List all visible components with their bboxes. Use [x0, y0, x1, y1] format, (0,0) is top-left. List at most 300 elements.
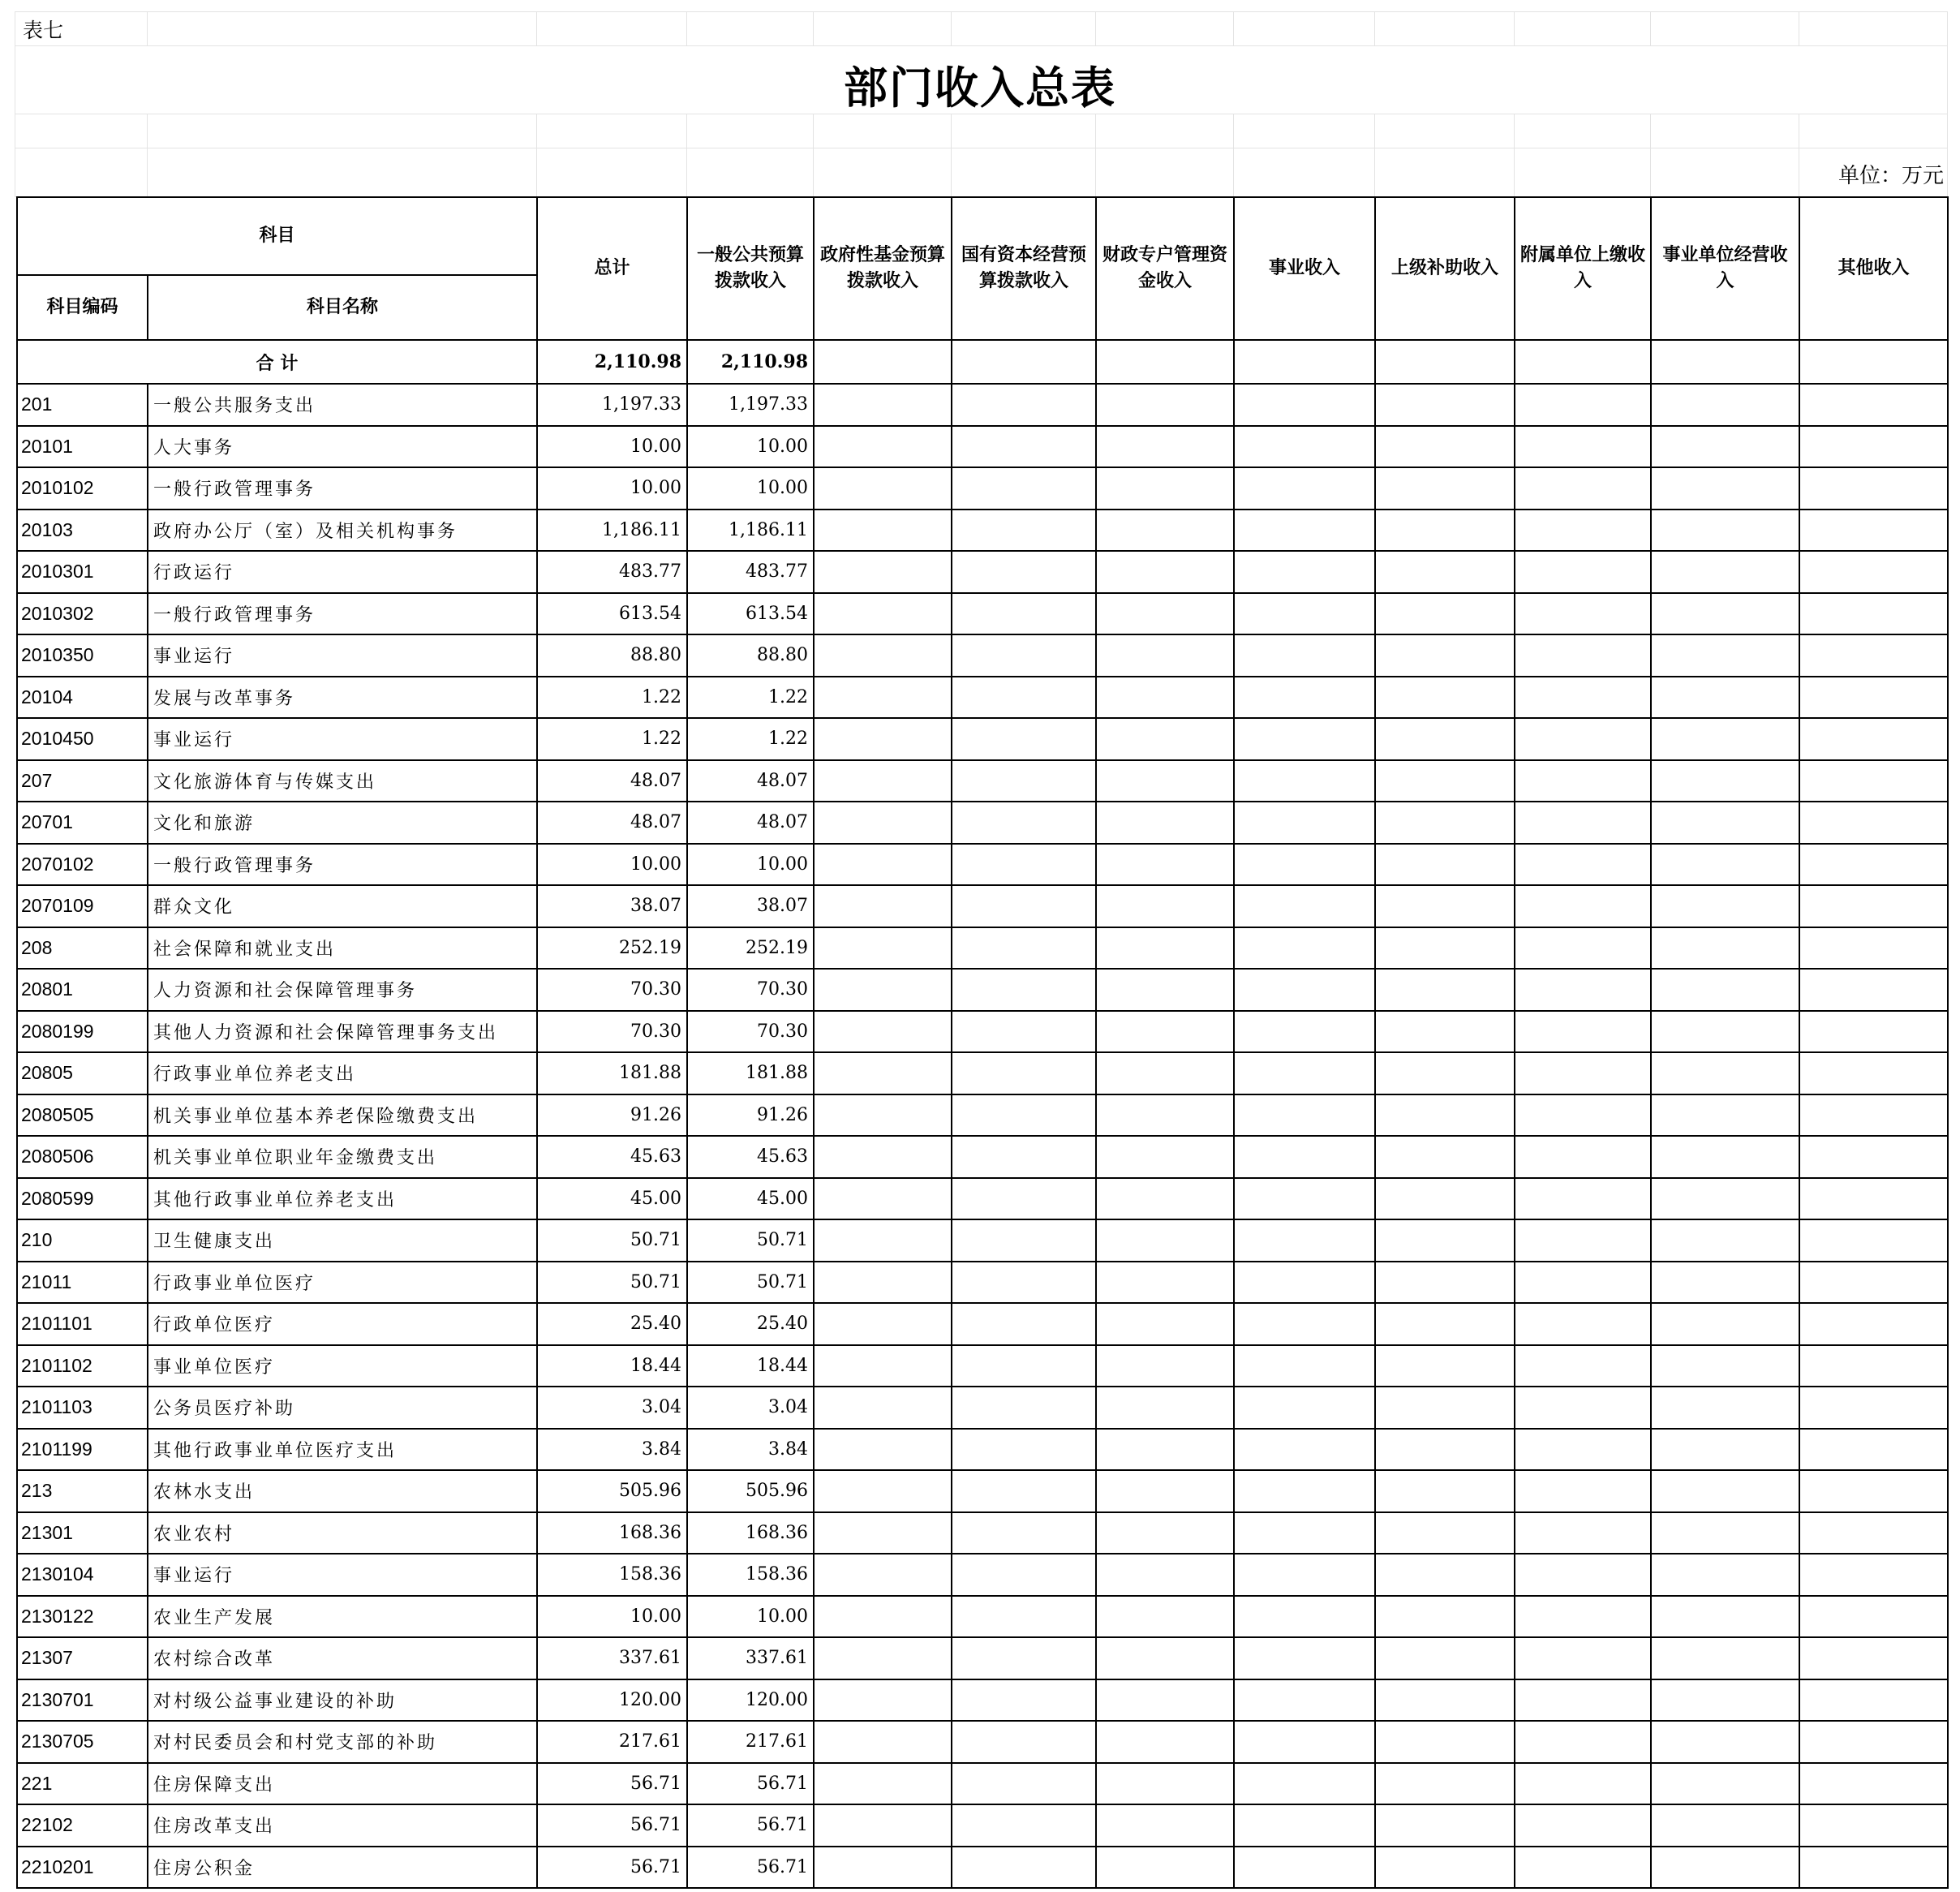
empty-cell	[1096, 802, 1234, 844]
empty-cell	[952, 1219, 1096, 1262]
empty-cell	[1515, 1303, 1651, 1345]
subject-code-cell: 2010301	[17, 551, 148, 593]
empty-cell	[1096, 1637, 1234, 1679]
empty-cell	[1651, 885, 1799, 927]
empty-cell	[814, 634, 952, 677]
empty-cell	[1515, 1763, 1651, 1805]
empty-cell	[1799, 969, 1948, 1011]
empty-cell	[1799, 1219, 1948, 1262]
empty-cell	[1651, 467, 1799, 510]
empty-cell	[1096, 1262, 1234, 1304]
empty-cell	[1515, 634, 1651, 677]
total-label: 合 计	[17, 340, 537, 384]
general-budget-cell: 252.19	[687, 927, 814, 970]
total-amount-cell: 10.00	[537, 1596, 687, 1638]
empty-cell	[814, 1596, 952, 1638]
empty-cell	[1375, 927, 1515, 970]
empty-cell	[952, 1178, 1096, 1220]
empty-cell	[1799, 844, 1948, 886]
empty-cell	[1515, 844, 1651, 886]
empty-cell	[1799, 1303, 1948, 1345]
empty-cell	[1799, 426, 1948, 468]
empty-cell	[1515, 1011, 1651, 1053]
table-row	[17, 1429, 1948, 1471]
empty-cell	[1234, 1470, 1375, 1512]
empty-cell	[1375, 844, 1515, 886]
empty-cell	[1234, 384, 1375, 426]
empty-cell	[1234, 634, 1375, 677]
table-row	[17, 844, 1948, 886]
subject-code-cell: 2101101	[17, 1303, 148, 1345]
subject-name-cell: 农业生产发展	[148, 1596, 537, 1638]
empty-cell	[1799, 802, 1948, 844]
empty-cell	[1799, 634, 1948, 677]
empty-cell	[1096, 927, 1234, 970]
empty-cell	[1515, 467, 1651, 510]
empty-cell	[1515, 593, 1651, 635]
empty-cell	[1651, 1721, 1799, 1763]
table-row	[17, 1011, 1948, 1053]
empty-cell	[1234, 1094, 1375, 1137]
empty-cell	[814, 340, 952, 384]
subject-name-cell: 农林水支出	[148, 1470, 537, 1512]
empty-cell	[1234, 885, 1375, 927]
empty-cell	[952, 1596, 1096, 1638]
table-row	[17, 1596, 1948, 1638]
total-amount-cell: 337.61	[537, 1637, 687, 1679]
empty-cell	[814, 1721, 952, 1763]
empty-cell	[1375, 1303, 1515, 1345]
empty-cell	[1375, 1052, 1515, 1094]
empty-cell	[952, 1512, 1096, 1554]
total-amount-cell: 18.44	[537, 1345, 687, 1387]
empty-cell	[814, 1847, 952, 1889]
empty-cell	[1096, 551, 1234, 593]
empty-cell	[1234, 927, 1375, 970]
empty-cell	[1515, 1470, 1651, 1512]
subject-code-cell: 2070102	[17, 844, 148, 886]
table-row	[17, 1512, 1948, 1554]
empty-cell	[952, 1679, 1096, 1722]
empty-cell	[1651, 1470, 1799, 1512]
total-amount-cell: 56.71	[537, 1804, 687, 1847]
subject-name-cell: 对村民委员会和村党支部的补助	[148, 1721, 537, 1763]
empty-cell	[1651, 1219, 1799, 1262]
total-row	[17, 340, 1948, 384]
empty-cell	[1375, 1847, 1515, 1889]
empty-cell	[814, 384, 952, 426]
empty-cell	[1234, 1763, 1375, 1805]
empty-cell	[1651, 1387, 1799, 1429]
empty-cell	[1651, 1052, 1799, 1094]
table-row	[17, 1763, 1948, 1805]
empty-cell	[814, 1052, 952, 1094]
total-amount-cell: 10.00	[537, 426, 687, 468]
empty-cell	[1096, 1052, 1234, 1094]
subject-name-cell: 公务员医疗补助	[148, 1387, 537, 1429]
empty-cell	[1515, 1512, 1651, 1554]
general-budget-cell: 50.71	[687, 1219, 814, 1262]
subject-name-cell: 农业农村	[148, 1512, 537, 1554]
empty-cell	[1375, 340, 1515, 384]
empty-cell	[1096, 1303, 1234, 1345]
table-row	[17, 1052, 1948, 1094]
header-state-capital: 国有资本经营预算拨款收入	[952, 197, 1096, 340]
subject-name-cell: 其他行政事业单位养老支出	[148, 1178, 537, 1220]
empty-cell	[1375, 1637, 1515, 1679]
general-budget-cell: 70.30	[687, 969, 814, 1011]
header-subject-code: 科目编码	[17, 275, 148, 340]
empty-cell	[952, 1262, 1096, 1304]
empty-cell	[1799, 340, 1948, 384]
empty-cell	[952, 1429, 1096, 1471]
empty-cell	[814, 426, 952, 468]
subject-code-cell: 21307	[17, 1637, 148, 1679]
subject-name-cell: 住房保障支出	[148, 1763, 537, 1805]
empty-cell	[1234, 1178, 1375, 1220]
empty-cell	[952, 1094, 1096, 1137]
subject-name-cell: 事业运行	[148, 718, 537, 760]
header-business-income: 事业收入	[1234, 197, 1375, 340]
empty-cell	[1651, 1011, 1799, 1053]
empty-cell	[814, 1303, 952, 1345]
empty-cell	[1515, 760, 1651, 802]
empty-cell	[1234, 1219, 1375, 1262]
table-row	[17, 718, 1948, 760]
table-row	[17, 802, 1948, 844]
general-budget-cell: 18.44	[687, 1345, 814, 1387]
subject-name-cell: 行政事业单位养老支出	[148, 1052, 537, 1094]
empty-cell	[1651, 551, 1799, 593]
general-budget-cell: 10.00	[687, 844, 814, 886]
empty-cell	[1799, 593, 1948, 635]
empty-cell	[1234, 1554, 1375, 1596]
subject-name-cell: 群众文化	[148, 885, 537, 927]
empty-cell	[1799, 467, 1948, 510]
income-summary-table	[16, 196, 1949, 1889]
empty-cell	[814, 467, 952, 510]
empty-cell	[1375, 384, 1515, 426]
subject-name-cell: 机关事业单位职业年金缴费支出	[148, 1136, 537, 1178]
total-amount-cell: 10.00	[537, 467, 687, 510]
empty-cell	[1799, 1052, 1948, 1094]
empty-cell	[1234, 426, 1375, 468]
general-budget-cell: 1.22	[687, 718, 814, 760]
empty-cell	[952, 1763, 1096, 1805]
empty-cell	[1515, 1721, 1651, 1763]
subject-code-cell: 2210201	[17, 1847, 148, 1889]
subject-code-cell: 2101199	[17, 1429, 148, 1471]
general-budget-cell: 505.96	[687, 1470, 814, 1512]
table-row	[17, 467, 1948, 510]
empty-cell	[1096, 467, 1234, 510]
empty-cell	[952, 593, 1096, 635]
empty-cell	[1234, 340, 1375, 384]
empty-cell	[1375, 1596, 1515, 1638]
empty-cell	[814, 1345, 952, 1387]
header-gov-fund: 政府性基金预算拨款收入	[814, 197, 952, 340]
empty-cell	[1799, 1429, 1948, 1471]
empty-cell	[1515, 1637, 1651, 1679]
subject-code-cell: 2010450	[17, 718, 148, 760]
table-row	[17, 1178, 1948, 1220]
total-amount-cell: 56.71	[537, 1763, 687, 1805]
empty-cell	[1515, 551, 1651, 593]
empty-cell	[1651, 593, 1799, 635]
table-row	[17, 510, 1948, 552]
unit-label: 单位：万元	[1838, 164, 1944, 188]
empty-cell	[1651, 1345, 1799, 1387]
empty-cell	[1515, 1429, 1651, 1471]
empty-cell	[1515, 1804, 1651, 1847]
total-amount-cell: 158.36	[537, 1554, 687, 1596]
empty-cell	[814, 1804, 952, 1847]
total-amount-cell: 10.00	[537, 844, 687, 886]
subject-code-cell: 213	[17, 1470, 148, 1512]
empty-cell	[1799, 760, 1948, 802]
empty-cell	[1096, 1512, 1234, 1554]
empty-cell	[1234, 718, 1375, 760]
general-budget-cell: 50.71	[687, 1262, 814, 1304]
total-amount-cell: 45.00	[537, 1178, 687, 1220]
empty-cell	[1651, 426, 1799, 468]
empty-cell	[1096, 969, 1234, 1011]
empty-cell	[952, 1303, 1096, 1345]
general-budget-cell: 168.36	[687, 1512, 814, 1554]
empty-cell	[1799, 927, 1948, 970]
subject-name-cell: 行政单位医疗	[148, 1303, 537, 1345]
total-amount-cell: 3.04	[537, 1387, 687, 1429]
empty-cell	[1096, 1219, 1234, 1262]
empty-cell	[814, 844, 952, 886]
empty-cell	[1375, 718, 1515, 760]
empty-cell	[1651, 384, 1799, 426]
table-row	[17, 426, 1948, 468]
subject-code-cell: 2130122	[17, 1596, 148, 1638]
empty-cell	[814, 927, 952, 970]
subject-code-cell: 2080505	[17, 1094, 148, 1137]
total-amount-cell: 50.71	[537, 1262, 687, 1304]
table-row	[17, 1804, 1948, 1847]
empty-cell	[1375, 802, 1515, 844]
empty-cell	[1096, 1804, 1234, 1847]
header-affiliated-units: 附属单位上缴收入	[1515, 197, 1651, 340]
empty-cell	[1651, 1178, 1799, 1220]
subject-code-cell: 2080506	[17, 1136, 148, 1178]
general-budget-cell: 10.00	[687, 1596, 814, 1638]
table-row	[17, 1387, 1948, 1429]
total-amount-cell: 483.77	[537, 551, 687, 593]
table-row	[17, 1345, 1948, 1387]
empty-cell	[1651, 1262, 1799, 1304]
empty-cell	[1799, 1847, 1948, 1889]
subject-name-cell: 一般行政管理事务	[148, 593, 537, 635]
subject-code-cell: 2080599	[17, 1178, 148, 1220]
table-row	[17, 1721, 1948, 1763]
subject-name-cell: 一般行政管理事务	[148, 844, 537, 886]
general-budget-cell: 45.00	[687, 1178, 814, 1220]
empty-cell	[1375, 426, 1515, 468]
empty-cell	[1096, 1763, 1234, 1805]
empty-cell	[1515, 1052, 1651, 1094]
empty-cell	[1375, 1011, 1515, 1053]
empty-cell	[1651, 634, 1799, 677]
empty-cell	[952, 1721, 1096, 1763]
empty-cell	[814, 677, 952, 719]
general-budget-cell: 91.26	[687, 1094, 814, 1137]
empty-cell	[1375, 1387, 1515, 1429]
empty-cell	[952, 760, 1096, 802]
empty-cell	[814, 760, 952, 802]
empty-cell	[952, 1470, 1096, 1512]
table-row	[17, 1679, 1948, 1722]
total-amount-cell: 120.00	[537, 1679, 687, 1722]
table-row	[17, 1136, 1948, 1178]
empty-cell	[1096, 1387, 1234, 1429]
empty-cell	[952, 384, 1096, 426]
empty-cell	[1375, 593, 1515, 635]
empty-cell	[814, 1554, 952, 1596]
empty-cell	[952, 969, 1096, 1011]
empty-cell	[1096, 885, 1234, 927]
empty-cell	[952, 1011, 1096, 1053]
empty-cell	[1375, 1136, 1515, 1178]
empty-cell	[1651, 1136, 1799, 1178]
table-row	[17, 969, 1948, 1011]
sheet-label: 表七	[23, 19, 64, 42]
empty-cell	[1096, 718, 1234, 760]
empty-cell	[814, 1136, 952, 1178]
general-budget-cell: 25.40	[687, 1303, 814, 1345]
general-budget-cell: 56.71	[687, 1847, 814, 1889]
empty-cell	[952, 634, 1096, 677]
empty-cell	[1375, 1262, 1515, 1304]
general-budget-cell: 217.61	[687, 1721, 814, 1763]
empty-cell	[1096, 1596, 1234, 1638]
empty-cell	[1375, 1094, 1515, 1137]
empty-cell	[1375, 1804, 1515, 1847]
empty-cell	[952, 885, 1096, 927]
empty-cell	[1651, 1679, 1799, 1722]
empty-cell	[1515, 1219, 1651, 1262]
empty-cell	[1234, 969, 1375, 1011]
table-row	[17, 1262, 1948, 1304]
table-row	[17, 551, 1948, 593]
empty-cell	[1375, 1345, 1515, 1387]
empty-cell	[1234, 1011, 1375, 1053]
table-row	[17, 1847, 1948, 1889]
subject-code-cell: 201	[17, 384, 148, 426]
subject-code-cell: 21011	[17, 1262, 148, 1304]
empty-cell	[1799, 1763, 1948, 1805]
empty-cell	[1799, 885, 1948, 927]
empty-cell	[1375, 1512, 1515, 1554]
general-budget-cell: 483.77	[687, 551, 814, 593]
empty-cell	[952, 1136, 1096, 1178]
empty-cell	[1651, 1763, 1799, 1805]
empty-cell	[1799, 1011, 1948, 1053]
general-budget-cell: 48.07	[687, 760, 814, 802]
empty-cell	[1651, 1847, 1799, 1889]
subject-name-cell: 卫生健康支出	[148, 1219, 537, 1262]
empty-cell	[952, 927, 1096, 970]
table-row	[17, 1094, 1948, 1137]
empty-cell	[1799, 1596, 1948, 1638]
empty-cell	[1515, 885, 1651, 927]
empty-cell	[1375, 1470, 1515, 1512]
empty-cell	[1651, 718, 1799, 760]
empty-cell	[1515, 1094, 1651, 1137]
empty-cell	[1096, 426, 1234, 468]
empty-cell	[1096, 677, 1234, 719]
empty-cell	[1375, 467, 1515, 510]
general-budget-cell: 158.36	[687, 1554, 814, 1596]
table-row	[17, 593, 1948, 635]
empty-cell	[952, 551, 1096, 593]
empty-cell	[814, 1219, 952, 1262]
total-amount: 2,110.98	[537, 340, 687, 384]
general-budget-cell: 120.00	[687, 1679, 814, 1722]
subject-code-cell: 2101103	[17, 1387, 148, 1429]
empty-cell	[1234, 1847, 1375, 1889]
header-subject-name: 科目名称	[148, 275, 537, 340]
empty-cell	[1515, 1136, 1651, 1178]
empty-cell	[1651, 927, 1799, 970]
empty-cell	[1799, 1721, 1948, 1763]
empty-cell	[814, 1387, 952, 1429]
table-row	[17, 1637, 1948, 1679]
table-row	[17, 885, 1948, 927]
empty-cell	[1515, 1387, 1651, 1429]
empty-cell	[1096, 510, 1234, 552]
total-amount-cell: 1.22	[537, 718, 687, 760]
empty-cell	[1096, 1011, 1234, 1053]
empty-cell	[1515, 718, 1651, 760]
empty-cell	[952, 467, 1096, 510]
empty-cell	[1799, 1804, 1948, 1847]
empty-cell	[1234, 844, 1375, 886]
subject-code-cell: 22102	[17, 1804, 148, 1847]
empty-cell	[814, 885, 952, 927]
total-amount-cell: 252.19	[537, 927, 687, 970]
subject-code-cell: 2070109	[17, 885, 148, 927]
total-amount-cell: 505.96	[537, 1470, 687, 1512]
subject-code-cell: 210	[17, 1219, 148, 1262]
empty-cell	[1096, 1847, 1234, 1889]
total-amount-cell: 38.07	[537, 885, 687, 927]
general-budget-cell: 70.30	[687, 1011, 814, 1053]
empty-cell	[1515, 1178, 1651, 1220]
general-budget-cell: 10.00	[687, 467, 814, 510]
subject-code-cell: 21301	[17, 1512, 148, 1554]
empty-cell	[1234, 1136, 1375, 1178]
subject-code-cell: 2101102	[17, 1345, 148, 1387]
table-row	[17, 1219, 1948, 1262]
general-budget-cell: 10.00	[687, 426, 814, 468]
subject-name-cell: 人力资源和社会保障管理事务	[148, 969, 537, 1011]
total-amount-cell: 50.71	[537, 1219, 687, 1262]
header-superior-subsidy: 上级补助收入	[1375, 197, 1515, 340]
total-amount-cell: 48.07	[537, 760, 687, 802]
empty-cell	[1515, 802, 1651, 844]
general-budget-cell: 3.84	[687, 1429, 814, 1471]
general-budget-cell: 181.88	[687, 1052, 814, 1094]
empty-cell	[1515, 1596, 1651, 1638]
empty-cell	[1234, 1512, 1375, 1554]
empty-cell	[1651, 1094, 1799, 1137]
empty-cell	[1651, 760, 1799, 802]
subject-name-cell: 机关事业单位基本养老保险缴费支出	[148, 1094, 537, 1137]
